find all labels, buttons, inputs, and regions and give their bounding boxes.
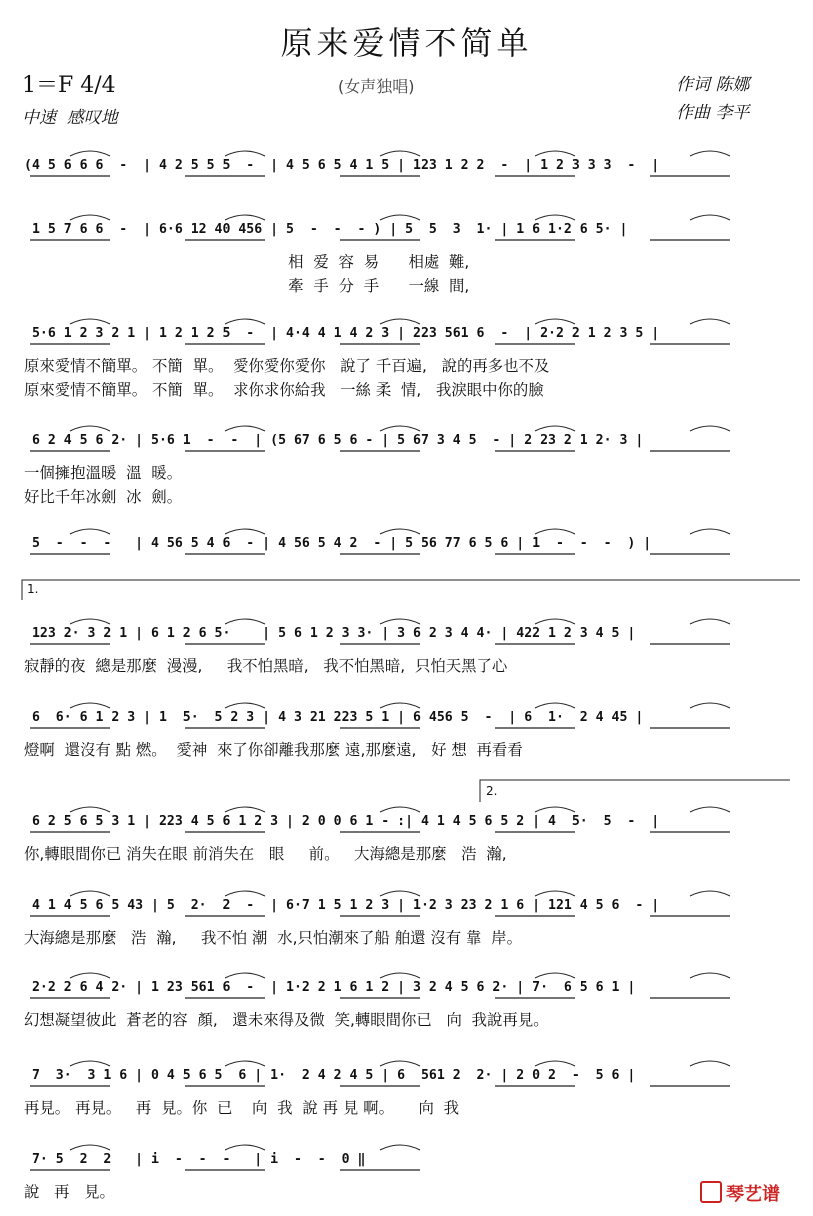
music-row: 4 1 4 5 6 5 43 | 5 2· 2 - | 6·7 1 5 1 2 3 | 1·2 3 23 2 1 6 | 121 4 5 6 - | — [24, 898, 660, 913]
lyric-line: 一個擁抱溫暖 溫 暖。 — [24, 464, 183, 482]
watermark-text: 琴艺谱 — [726, 1184, 780, 1205]
lyric-line: 說 再 見。 — [24, 1183, 115, 1201]
composer-credit: 作曲 李平 — [676, 103, 750, 123]
music-row: 6 2 4 5 6 2· | 5·6 1 - - | (5 67 6 5 6 - | 5 67 3 4 5 - | 2 23 2 1 2· 3 | — [24, 433, 644, 448]
lyricist-credit: 作词 陈娜 — [676, 75, 750, 95]
volta-2-label: 2. — [486, 784, 498, 798]
volta-1-label: 1. — [27, 582, 39, 596]
lyric-line: 幻想凝望彼此 蒼老的容 顏, 還未來得及微 笑,轉眼間你已 向 我說再見。 — [24, 1011, 549, 1029]
lyric-line: 好比千年冰劍 冰 劍。 — [24, 488, 183, 506]
volta-1-bracket — [22, 580, 800, 600]
lyric-line: 原來愛情不簡單。 不簡 單。 求你求你給我 一絲 柔 情, 我淚眼中你的臉 — [24, 381, 544, 399]
performance-note: (女声独唱) — [338, 77, 415, 96]
music-row: (4 5 6 6 6 - | 4 2 5 5 5 - | 4 5 6 5 4 1 5 | 123 1 2 2 - | 1 2 3 3 3 - | — [24, 158, 660, 173]
music-row: 6 6· 6 1 2 3 | 1 5· 5 2 3 | 4 3 21 223 5 1 | 6 456 5 - | 6 1· 2 4 45 | — [24, 710, 644, 725]
music-row: 123 2· 3 2 1 | 6 1 2 6 5· | 5 6 1 2 3 3· | 3 6 2 3 4 4· | 422 1 2 3 4 5 | — [24, 626, 636, 641]
lyric-line: 牽 手 分 手 一線 間, — [24, 277, 470, 295]
site-watermark — [700, 1180, 780, 1206]
music-row: 5·6 1 2 3 2 1 | 1 2 1 2 5 - | 4·4 4 1 4 2 3 | 223 561 6 - | 2·2 2 1 2 3 5 | — [24, 326, 660, 341]
lyric-line: 原來愛情不簡單。 不簡 單。 愛你愛你愛你 說了 千百遍, 說的再多也不及 — [24, 357, 550, 375]
music-row: 1 5 7 6 6 - | 6·6 12 40 456 | 5 - - - ) | 5 5 3 1· | 1 6 1·2 6 5· | — [24, 222, 628, 237]
music-row: 7 3· 3 1 6 | 0 4 5 6 5 6 | 1· 2 4 2 4 5 | 6 561 2 2· | 2 0 2 - 5 6 | — [24, 1068, 636, 1083]
page-title: 原来爱情不简单 — [280, 24, 533, 62]
key-signature: 1＝F 4/4 — [22, 73, 116, 98]
music-row: 5 - - - | 4 56 5 4 6 - | 4 56 5 4 2 - | 5 56 77 6 5 6 | 1 - - - ) | — [24, 536, 652, 551]
logo-icon — [700, 1181, 722, 1203]
tempo-marking: 中速 感叹地 — [22, 108, 118, 128]
music-row: 6 2 5 6 5 3 1 | 223 4 5 6 1 2 3 | 2 0 0 6 1 - :| 4 1 4 5 6 5 2 | 4 5· 5 - | — [24, 814, 660, 829]
lyric-line: 大海總是那麼 浩 瀚, 我不怕 潮 水,只怕潮來了船 舶還 沒有 靠 岸。 — [24, 929, 523, 947]
music-row: 2·2 2 6 4 2· | 1 23 561 6 - | 1·2 2 1 6 1 2 | 3 2 4 5 6 2· | 7· 6 5 6 1 | — [24, 980, 636, 995]
volta-2-bracket — [480, 780, 790, 802]
lyric-line: 相 爱 容 易 相處 難, — [24, 253, 470, 271]
lyric-line: 燈啊 還沒有 點 燃。 愛神 來了你卻離我那麼 遠,那麼遠, 好 想 再看看 — [24, 741, 523, 759]
music-row: 7· 5 2 2 | i - - - | i - - 0 ‖ — [24, 1152, 366, 1167]
lyric-line: 你,轉眼間你已 消失在眼 前消失在 眼 前。 大海總是那麼 浩 瀚, — [24, 845, 507, 863]
lyric-line: 寂靜的夜 總是那麼 漫漫, 我不怕黑暗, 我不怕黑暗, 只怕天黑了心 — [24, 657, 508, 675]
lyric-line: 再見。 再見。 再 見。你 已 向 我 說 再 見 啊。 向 我 — [24, 1099, 460, 1117]
